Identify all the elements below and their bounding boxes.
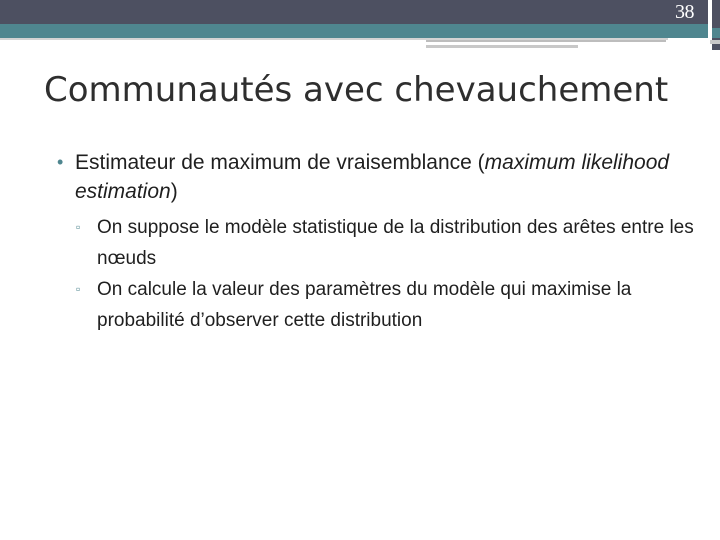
sub-bullet-list <box>55 212 695 336</box>
sub-bullet-text: On suppose le modèle statistique de la distribution des arêtes entre les nœuds <box>97 217 694 269</box>
bullet-item <box>55 148 695 206</box>
sub-bullet-text: On calcule la valeur des paramètres du modèle qui maximise la probabilité d’observer cette distribution <box>97 279 632 331</box>
header-divider-shorter <box>426 45 578 48</box>
round-bullet-icon: • <box>57 152 64 172</box>
bullet-text-italic: maximum likelihood estimation <box>75 151 670 203</box>
square-bullet-icon: ▫ <box>76 282 81 296</box>
sub-bullet-item <box>55 274 695 336</box>
slide-title: Communautés avec chevauchement <box>44 70 669 110</box>
header-accent-bar <box>0 24 708 38</box>
slide-content <box>55 148 695 336</box>
header-bar <box>0 0 708 24</box>
sub-bullet-item <box>55 212 695 274</box>
bullet-text-prefix: Estimateur de maximum de vraisemblance ( <box>75 151 485 174</box>
header-accent-bar-right <box>712 28 720 38</box>
page-number: 38 <box>675 1 694 23</box>
square-bullet-icon: ▫ <box>76 220 81 234</box>
header-divider-short <box>426 40 666 42</box>
bullet-text-suffix: ) <box>170 180 178 203</box>
header-divider-right <box>710 40 720 44</box>
